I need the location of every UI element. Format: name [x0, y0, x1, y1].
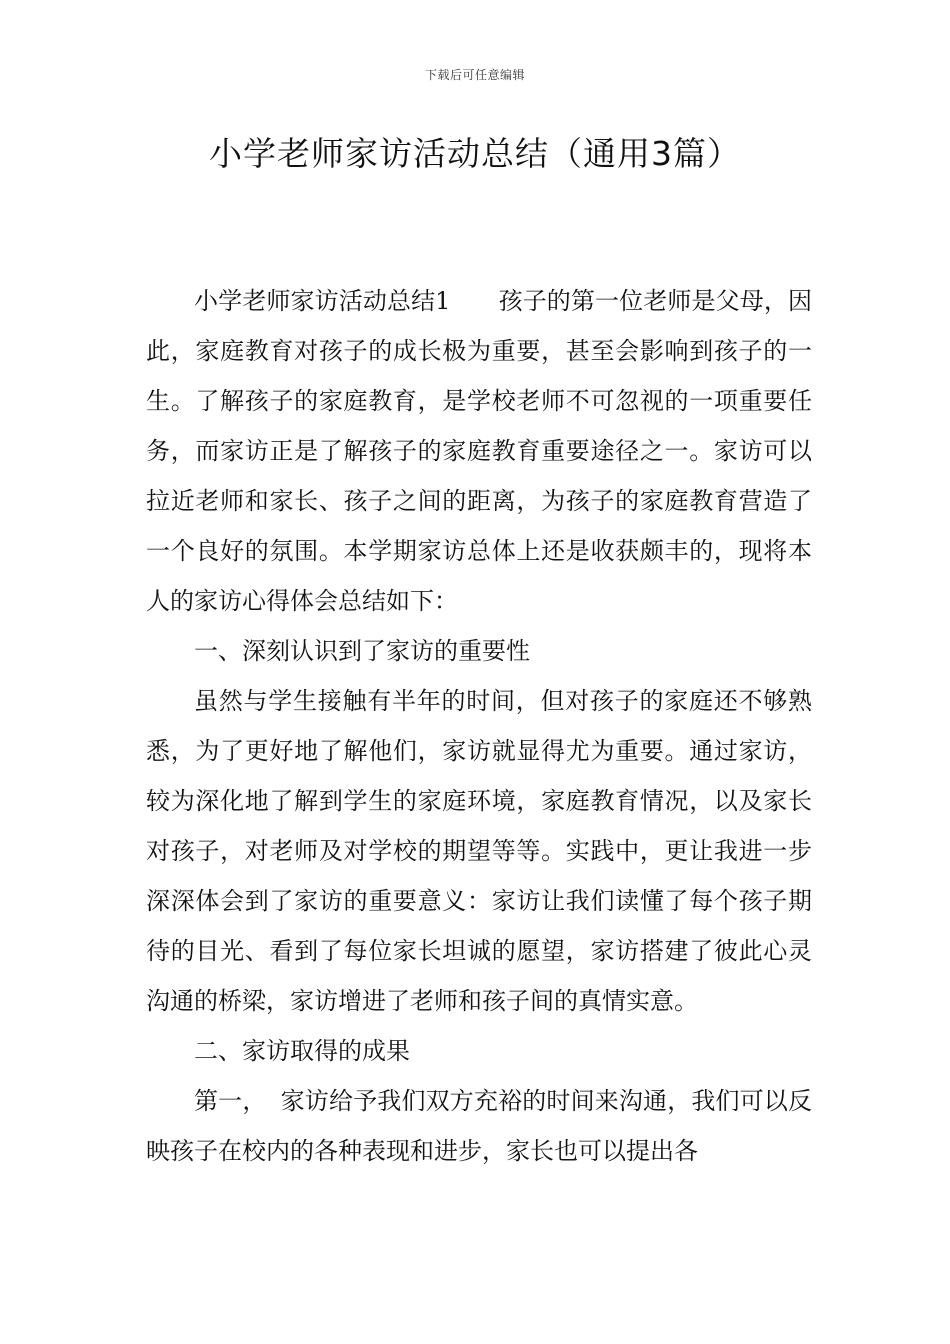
header-note: 下载后可任意编辑	[424, 68, 525, 82]
paragraph-text: 孩子的第一位老师是父母，因此，家庭教育对孩子的成长极为重要，甚至会影响到孩子的一生。了解孩子的家庭教育，是学校老师不可忽视的一项重要任务，而家访正是了解孩子的家庭教育重要途径之一。家访可以拉近老师和家长、孩子之间的距离，为孩子的家庭教育营造了一个良好的氛围。本学期家访总体上还是收获颇丰的，现将本人的家访心得体会总结如下：	[146, 287, 812, 615]
section-heading: 一、深刻认识到了家访的重要性	[194, 637, 530, 665]
paragraph-lead: 第一，	[194, 1087, 267, 1115]
document-body	[146, 276, 812, 1176]
document-title: 小学老师家访活动总结（通用3篇）	[209, 134, 741, 173]
section-label: 小学老师家访活动总结1	[194, 287, 451, 315]
paragraph: 虽然与学生接触有半年的时间，但对孩子的家庭还不够熟悉，为了更好地了解他们，家访就显得尤为重要。通过家访，较为深化地了解到学生的家庭环境，家庭教育情况，以及家长对孩子，对老师及对学校的期望等等。实践中，更让我进一步深深体会到了家访的重要意义：家访让我们读懂了每个孩子期待的目光、看到了每位家长坦诚的愿望，家访搭建了彼此心灵沟通的桥梁，家访增进了老师和孩子间的真情实意。	[146, 687, 812, 1015]
paragraph-text: 家访给予我们双方充裕的时间来沟通，我们可以反映孩子在校内的各种表现和进步，家长也可以提出各	[146, 1087, 813, 1165]
paragraph-last	[146, 1076, 812, 1176]
paragraph-intro	[146, 276, 812, 626]
section-heading: 二、家访取得的成果	[194, 1037, 410, 1065]
